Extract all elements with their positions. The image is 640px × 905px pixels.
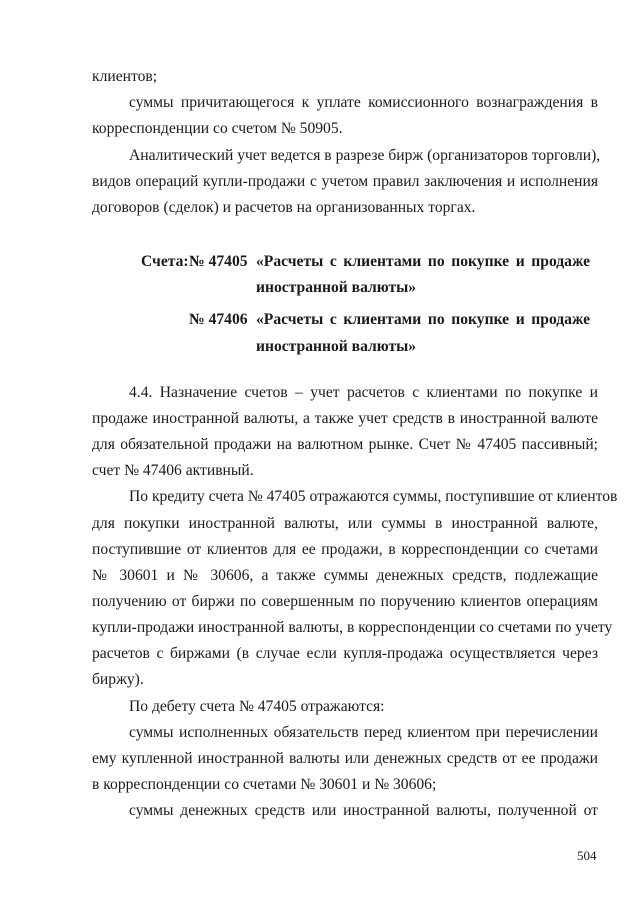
body-p2-line-5: получению от биржи по совершенным по поручению клиентов операциям: [92, 593, 598, 610]
page-number: 504: [577, 848, 597, 863]
body-p5-line-1: суммы денежных средств или иностранной валюты, полученной от: [129, 802, 598, 819]
body-p2-line-7: расчетов с биржами (в случае если купля-продажа осуществляется через: [92, 645, 598, 662]
intro-line-4: Аналитический учет ведется в разрезе бирж (организаторов торговли),: [129, 147, 601, 164]
body-p2-line-1: По кредиту счета № 47405 отражаются суммы, поступившие от клиентов: [129, 488, 618, 505]
body-p2-line-2: для покупки иностранной валюты, или суммы в иностранной валюте,: [92, 515, 598, 532]
intro-line-2: суммы причитающегося к уплате комиссионного вознаграждения в: [129, 94, 598, 111]
intro-line-3: корреспонденции со счетом № 50905.: [92, 120, 343, 137]
body-p1-line-1: 4.4. Назначение счетов – учет расчетов с клиентами по покупке и: [129, 384, 598, 401]
body-p2-line-8: биржу).: [92, 671, 144, 688]
body-p1-line-4: счет № 47406 активный.: [92, 462, 254, 479]
heading-account-2-number: № 47406: [189, 311, 248, 328]
body-p2-line-4: № 30601 и № 30606, а также суммы денежных средств, подлежащие: [92, 567, 598, 584]
body-p1-line-3: для обязательной продажи на валютном рынке. Счет № 47405 пассивный;: [92, 436, 598, 453]
intro-line-6: договоров (сделок) и расчетов на организованных торгах.: [92, 199, 476, 216]
body-p3-line-1: По дебету счета № 47405 отражаются:: [129, 698, 385, 715]
body-p4-line-3: в корреспонденции со счетами № 30601 и № 30606;: [92, 776, 437, 793]
body-p2-line-6: купли-продажи иностранной валюты, в корреспонденции со счетами по учету: [92, 619, 613, 636]
body-p1-line-2: продаже иностранной валюты, а также учет средств в иностранной валюте: [92, 410, 598, 427]
body-p2-line-3: поступившие от клиентов для ее продажи, в корреспонденции со счетами: [92, 541, 598, 558]
heading-account-2-title-line-2: иностранной валюты»: [256, 338, 417, 355]
heading-account-1-title-line-1: «Расчеты с клиентами по покупке и продаже: [256, 253, 590, 270]
body-p4-line-1: суммы исполненных обязательств перед клиентом при перечислении: [129, 724, 598, 741]
intro-line-5: видов операций купли-продажи с учетом правил заключения и исполнения: [92, 173, 598, 190]
intro-line-1: клиентов;: [92, 68, 158, 85]
heading-label: Счета:: [141, 253, 189, 270]
heading-account-1-title-line-2: иностранной валюты»: [256, 279, 417, 296]
heading-account-2-title-line-1: «Расчеты с клиентами по покупке и продаже: [256, 311, 590, 328]
body-p4-line-2: ему купленной иностранной валюты или денежных средств от ее продажи: [92, 750, 598, 767]
heading-account-1-number: № 47405: [189, 253, 248, 270]
